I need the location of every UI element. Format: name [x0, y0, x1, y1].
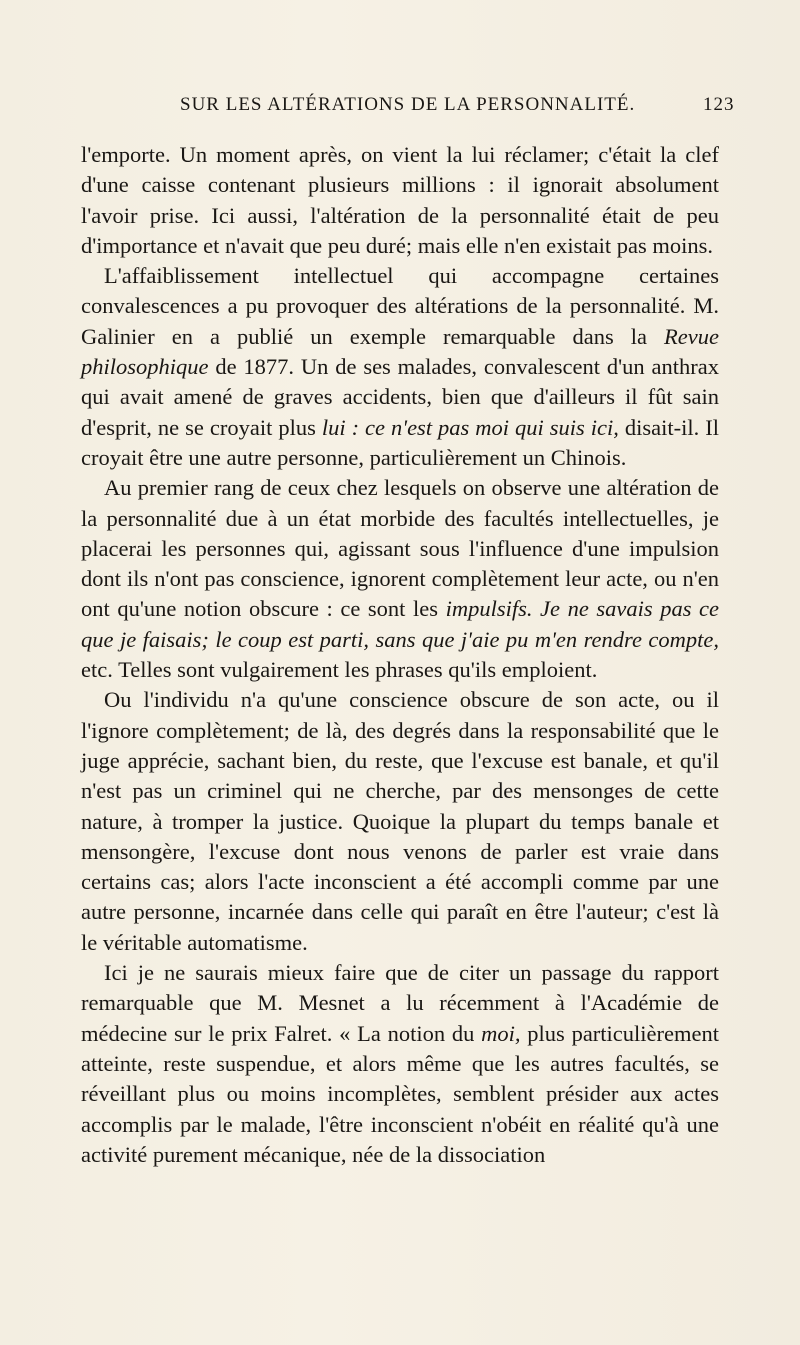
paragraph-2	[81, 261, 719, 473]
page-number: 123	[703, 94, 735, 115]
text-run: Ici je ne saurais mieux faire que de citer un passage du rapport remarquable que M. Mesnet a lu récemment à l'Académie de médecine sur le prix Falret. « La notion du	[81, 960, 719, 1046]
paragraph-1	[81, 140, 719, 261]
text-run: de 1877. Un de ses malades, convalescent d'un anthrax qui avait amené de graves accidents, bien que d'ailleurs il fût sain d'esprit, ne se croyait plus	[81, 354, 719, 440]
paragraph-5	[81, 958, 719, 1170]
text-run: Au premier rang de ceux chez lesquels on observe une altération de la personnalité due à un état morbide des facultés intellectuelles, je placerai les personnes qui, agissant sous l'influence d'une impulsion dont ils n'ont pas conscience, ignorent complètement leur acte, ou n'en ont qu'une notion obscure : ce sont les	[81, 475, 719, 622]
text-run: disait-il. Il croyait être une autre personne, particulièrement un Chinois.	[81, 414, 719, 470]
running-title: SUR LES ALTÉRATIONS DE LA PERSONNALITÉ.	[180, 94, 636, 115]
italic-run: lui : ce n'est pas moi qui suis ici,	[321, 414, 619, 440]
italic-run: Revue philosophique	[81, 323, 719, 380]
text-run: l'emporte. Un moment après, on vient la lui réclamer; c'était la clef d'une caisse contenant plusieurs millions : il ignorait absolument l'avoir prise. Ici aussi, l'altération de la personnalité était de peu d'importance et n'avait que peu duré; mais elle n'en existait pas moins.	[81, 142, 719, 258]
paragraph-4	[81, 685, 719, 958]
text-run: etc. Telles sont vulgairement les phrases qu'ils emploient.	[81, 657, 598, 683]
italic-run: moi,	[481, 1020, 521, 1046]
text-run: L'affaiblissement intellectuel qui accompagne certaines convalescences a pu provoquer des altérations de la personnalité. M. Galinier en a publié un exemple remarquable dans la	[81, 263, 719, 349]
paragraph-3	[81, 473, 719, 685]
text-run: Ou l'individu n'a qu'une conscience obscure de son acte, ou il l'ignore complètement; de là, des degrés dans la responsabilité que le juge apprécie, sachant bien, du reste, que l'excuse est banale, et qu'il n'est pas un criminel qui ne cherche, par des mensonges de cette nature, à tromper la justice. Quoique la plupart du temps banale et mensongère, l'excuse dont nous venons de parler est vraie dans certains cas; alors l'acte inconscient a été accompli comme par une autre personne, incarnée dans celle qui paraît en être l'auteur; c'est là le véritable automatisme.	[81, 687, 719, 955]
italic-run: impulsifs. Je ne savais pas ce que je faisais; le coup est parti, sans que j'aie pu m'en rendre compte,	[81, 596, 719, 652]
page-header	[0, 94, 800, 124]
body-text	[81, 140, 719, 1170]
text-run: plus particulièrement atteinte, reste suspendue, et alors même que les autres facultés, se réveillant plus ou moins incomplètes, semblent présider aux actes accomplis par le malade, l'être inconscient n'obéit en réalité qu'à une activité purement mécanique, née de la dissociation	[81, 1020, 719, 1167]
